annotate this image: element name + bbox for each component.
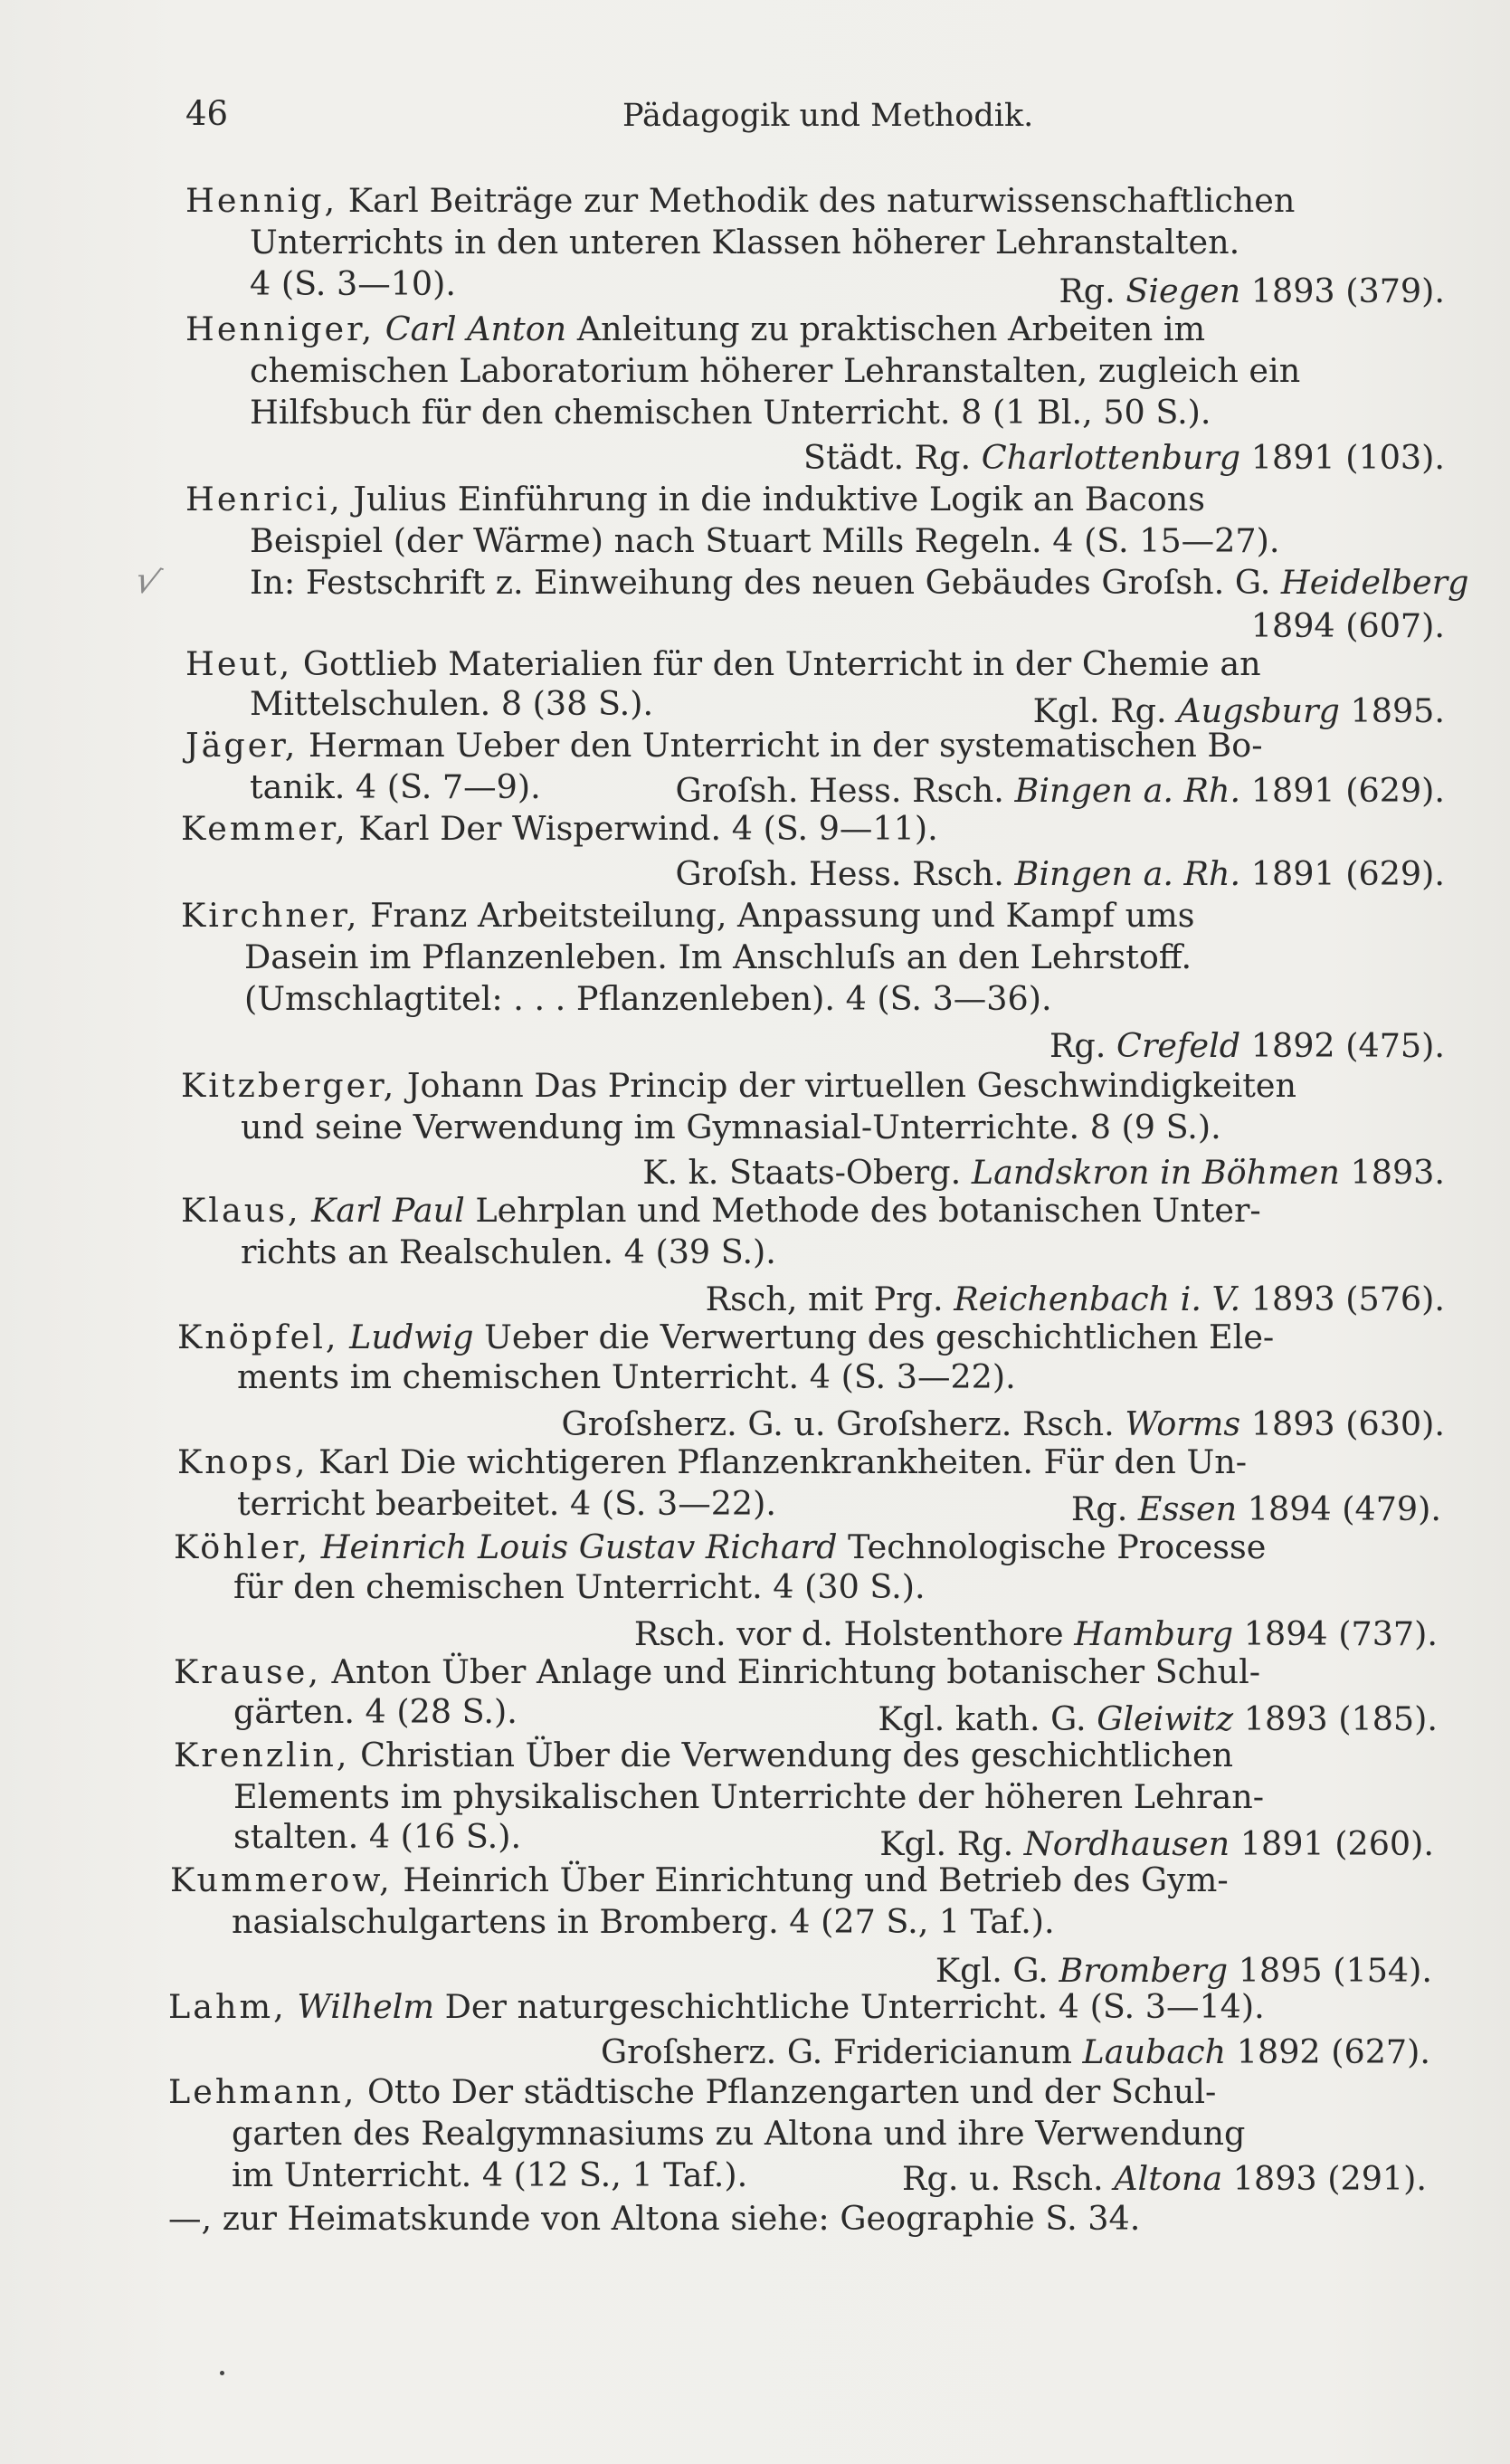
entry-place: Worms [1125, 1404, 1241, 1443]
entry-given-name: Christian [360, 1736, 516, 1774]
entry-title: Ueber die Verwertung des geschichtlichen Ele- [484, 1318, 1275, 1356]
entry-given-name: Anton [331, 1652, 432, 1691]
entry-author: Heut, [185, 644, 293, 683]
entry-place: Hamburg [1074, 1614, 1234, 1653]
entry-line: 4 (S. 3—10). [250, 264, 456, 303]
entry-line: In: Festschrift z. Einweihung des neuen Gebäudes Groſsh. G. Heidelberg [250, 563, 1469, 602]
entry-place: Bingen a. Rh. [1014, 771, 1241, 810]
entry-line: garten des Realgymnasiums zu Altona und ihre Verwendung [232, 2114, 1246, 2153]
entry-given-name: Otto [366, 2072, 442, 2111]
entry-title: Über Anlage und Einrichtung botanischer Schul- [442, 1652, 1261, 1691]
entry-place: Augsburg [1177, 691, 1340, 730]
entry-author: Henniger, [185, 309, 375, 348]
entry-author: Lahm, [168, 1987, 287, 2026]
page-number: 46 [185, 94, 229, 133]
entry-place: Gleiwitz [1097, 1699, 1234, 1738]
entry-place: Essen [1137, 1489, 1238, 1528]
entry-line: Unterrichts in den unteren Klassen höherer Lehranstalten. [250, 223, 1240, 262]
entry-title: Technologische Processe [848, 1527, 1267, 1566]
entry-author: Köhler, [174, 1527, 311, 1566]
entry-given-name: Gottlieb [302, 644, 438, 683]
entry-line: für den chemischen Unterricht. 4 (30 S.). [233, 1567, 926, 1606]
entry-line: Dasein im Pflanzenleben. Im Anschluſs an den Lehrstoff. [244, 937, 1192, 976]
entry-author: Kirchner, [181, 896, 360, 935]
entry-location: Rg. Siegen 1893 (379). [1059, 271, 1445, 310]
entry-title: Lehrplan und Methode des botanischen Unter- [475, 1191, 1261, 1230]
entry-place: Bromberg [1059, 1951, 1229, 1990]
entry-line: Beispiel (der Wärme) nach Stuart Mills Regeln. 4 (S. 15—27). [250, 521, 1280, 560]
entry-line: chemischen Laboratorium höherer Lehranstalten, zugleich ein [250, 351, 1301, 390]
entry-line: und seine Verwendung im Gymnasial-Unterrichte. 8 (9 S.). [241, 1108, 1221, 1146]
entry-line: Hilfsbuch für den chemischen Unterricht. 8 (1 Bl., 50 S.). [250, 393, 1211, 432]
entry-title: Über Einrichtung und Betrieb des Gym- [559, 1860, 1229, 1899]
entry-place: Siegen [1125, 271, 1241, 310]
entry-line: ments im chemischen Unterricht. 4 (S. 3—22). [237, 1357, 1016, 1396]
entry-given-name: Julius [353, 480, 448, 518]
entry-title: Einführung in die induktive Logik an Bacons [457, 480, 1205, 518]
entry-location: Groſsh. Hess. Rsch. Bingen a. Rh. 1891 (629). [675, 771, 1445, 810]
entry-given-name: Heinrich [320, 1527, 468, 1566]
entry-line: gärten. 4 (28 S.). [233, 1692, 518, 1731]
entry-location: Rg. u. Rsch. Altona 1893 (291). [902, 2159, 1427, 2198]
entry-author: Lehmann, [168, 2072, 357, 2111]
entry-place: Crefeld [1116, 1026, 1241, 1065]
entry-given-name: Karl [311, 1191, 383, 1230]
entry-place: Nordhausen [1023, 1824, 1230, 1863]
entry-location: Rg. Crefeld 1892 (475). [1049, 1026, 1445, 1065]
entry-location: Kgl. Rg. Augsburg 1895. [1032, 691, 1445, 730]
entry-given-name: Franz [370, 896, 468, 935]
entry-place: Charlottenburg [981, 438, 1241, 477]
entry-given-name: Anton [467, 309, 567, 348]
entry-given-name: Louis [478, 1527, 569, 1566]
entry-line: (Umschlagtitel: . . . Pflanzenleben). 4 (S. 3—36). [244, 979, 1052, 1018]
entry-given-name: Ludwig [349, 1318, 474, 1356]
entry-location: K. k. Staats-Oberg. Landskron in Böhmen 1893. [642, 1153, 1445, 1192]
entry-author: Kitzberger, [181, 1066, 397, 1105]
entry-given-name: Karl [347, 181, 419, 220]
entry-given-name: Karl [358, 809, 430, 848]
entry-title: Das Princip der virtuellen Geschwindigkeiten [534, 1066, 1297, 1105]
entry-line: Mittelschulen. 8 (38 S.). [250, 684, 654, 723]
running-title: Pädagogik und Methodik. [622, 98, 1034, 134]
entry-given-name: Wilhelm [297, 1987, 434, 2026]
entry-given-name: Richard [705, 1527, 838, 1566]
entry-location: Rg. Essen 1894 (479). [1070, 1489, 1441, 1528]
entry-given-name: Heinrich [403, 1860, 550, 1899]
entry-title: Arbeitsteilung, Anpassung und Kampf ums [478, 896, 1195, 935]
entry-location: Groſsh. Hess. Rsch. Bingen a. Rh. 1891 (629). [675, 854, 1445, 893]
entry-line: Elements im physikalischen Unterrichte der höheren Lehran- [233, 1777, 1265, 1816]
entry-location: Kgl. Rg. Nordhausen 1891 (260). [879, 1824, 1434, 1863]
entry-title: Über die Verwendung des geschichtlichen [525, 1736, 1234, 1774]
entry-title: Der städtische Pflanzengarten und der Schul- [451, 2072, 1217, 2111]
entry-author: Hennig, [185, 181, 338, 220]
entry-place: Bingen a. Rh. [1014, 854, 1241, 893]
entry-author: Knöpfel, [177, 1318, 339, 1356]
entry-title: Anleitung zu praktischen Arbeiten im [576, 309, 1206, 348]
entry-title: Die wichtigeren Pflanzenkrankheiten. Für den Un- [399, 1442, 1248, 1481]
entry-author: Krenzlin, [174, 1736, 350, 1774]
entry-location: Städt. Rg. Charlottenburg 1891 (103). [802, 438, 1445, 477]
entry-place: Reichenbach i. V. [954, 1280, 1241, 1318]
entry-line: stalten. 4 (16 S.). [233, 1817, 522, 1856]
entry-location: Rsch, mit Prg. Reichenbach i. V. 1893 (576). [705, 1280, 1445, 1318]
entry-given-name: Johann [406, 1066, 524, 1105]
entry-title: Der Wisperwind. 4 (S. 9—11). [440, 809, 938, 848]
ink-speck [220, 2371, 224, 2375]
entry-line: richts an Realschulen. 4 (39 S.). [241, 1232, 776, 1271]
entry-author: Kummerow, [170, 1860, 393, 1899]
entry-place: Landskron in Böhmen [971, 1153, 1340, 1192]
entry-given-name: Karl [318, 1442, 390, 1481]
entry-location: 1894 (607). [1250, 606, 1445, 645]
entry-given-name: Paul [392, 1191, 465, 1230]
margin-check-mark: √ [129, 558, 165, 605]
entry-given-name: Gustav [578, 1527, 696, 1566]
entry-line: tanik. 4 (S. 7—9). [250, 767, 541, 806]
entry-location: Rsch. vor d. Holstenthore Hamburg 1894 (737). [633, 1614, 1438, 1653]
entry-location: Kgl. G. Bromberg 1895 (154). [935, 1951, 1432, 1990]
entry-title: Beiträge zur Methodik des naturwissenschaftlichen [429, 181, 1296, 220]
entry-line: nasialschulgartens in Bromberg. 4 (27 S., 1 Taf.). [232, 1902, 1055, 1941]
cross-reference: —, zur Heimatskunde von Altona siehe: Geographie S. 34. [168, 2199, 1141, 2238]
entry-author: Krause, [174, 1652, 321, 1691]
entry-given-name: Herman [309, 726, 445, 765]
entry-author: Klaus, [181, 1191, 301, 1230]
entry-author: Knops, [177, 1442, 309, 1481]
entry-place: Heidelberg [1280, 563, 1469, 602]
entry-location: Kgl. kath. G. Gleiwitz 1893 (185). [878, 1699, 1438, 1738]
entry-given-name: Carl [385, 309, 457, 348]
entry-location: Groſsherz. G. Fridericianum Laubach 1892 (627). [601, 2032, 1430, 2071]
entry-title: Ueber den Unterricht in der systematischen Bo- [455, 726, 1263, 765]
entry-place: Laubach [1082, 2032, 1227, 2071]
entry-location: Groſsherz. G. u. Groſsherz. Rsch. Worms 1893 (630). [561, 1404, 1445, 1443]
entry-title: Der naturgeschichtliche Unterricht. 4 (S. 3—14). [444, 1987, 1265, 2026]
entry-author: Henrici, [185, 480, 343, 518]
entry-author: Jäger, [185, 726, 299, 765]
entry-author: Kemmer, [181, 809, 348, 848]
entry-place: Altona [1114, 2159, 1223, 2198]
entry-title: Materialien für den Unterricht in der Chemie an [448, 644, 1261, 683]
entry-line: terricht bearbeitet. 4 (S. 3—22). [237, 1484, 776, 1523]
entry-line: im Unterricht. 4 (12 S., 1 Taf.). [232, 2155, 748, 2194]
